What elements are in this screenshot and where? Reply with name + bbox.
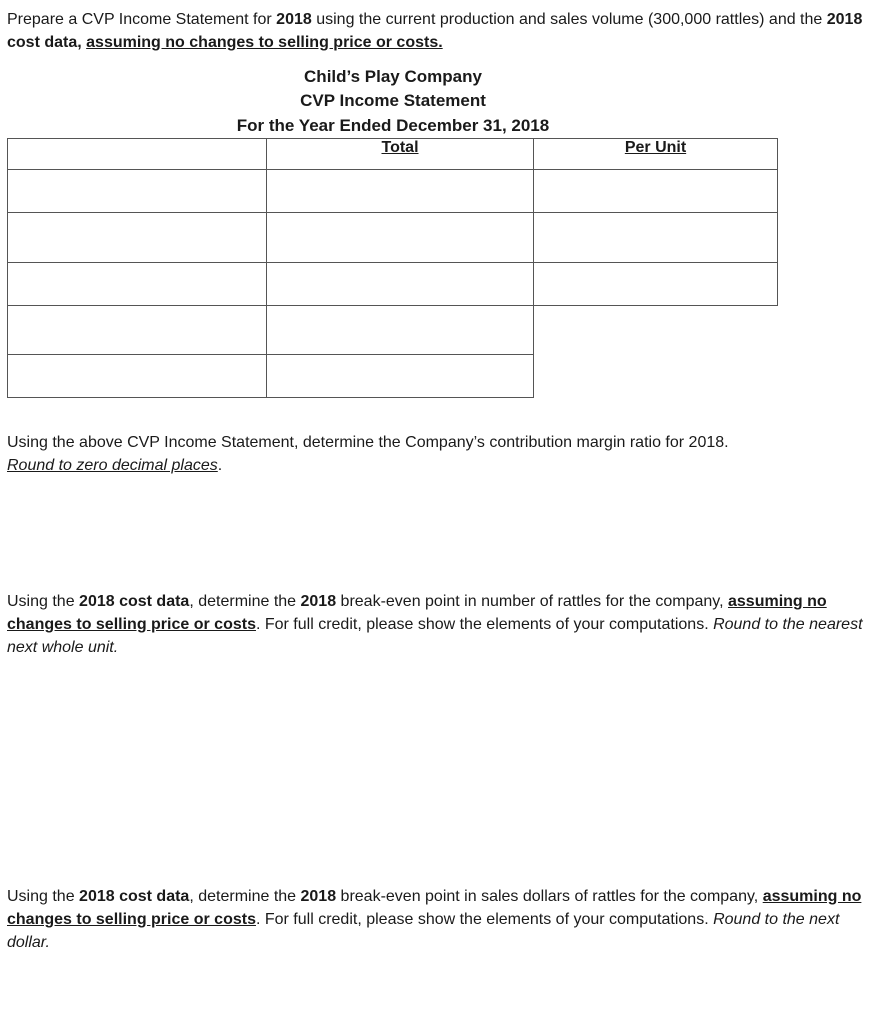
q4-text-1: Using the <box>7 888 80 905</box>
q4-year: 2018 <box>300 888 337 905</box>
q2-period: . <box>217 457 223 474</box>
q3-year: 2018 <box>300 593 337 610</box>
cvp-income-statement-table <box>7 138 778 398</box>
intro-instruction <box>7 8 867 54</box>
table-cell-total[interactable] <box>267 355 534 398</box>
table-cell-per-unit[interactable] <box>534 170 778 213</box>
table-cell-label[interactable] <box>8 355 267 398</box>
table-cell-label[interactable] <box>8 170 267 213</box>
table-row <box>8 355 778 398</box>
table-header-row <box>8 139 778 170</box>
intro-text-2: using the current production and sales volume (300,000 rattles) and the <box>311 11 827 28</box>
q3-rounding: Round to the nearest next whole unit. <box>7 616 863 656</box>
intro-year: 2018 <box>276 11 312 28</box>
q2-rounding: Round to zero decimal places <box>7 457 218 474</box>
question-break-even-units <box>7 590 867 659</box>
q3-text-2: , determine the <box>189 593 301 610</box>
statement-title: CVP Income Statement <box>300 91 486 110</box>
q4-assumption: assuming no changes to selling price or costs <box>7 888 862 928</box>
q3-text-3: break-even point in number of rattles for the company, <box>336 593 728 610</box>
q4-text-3: break-even point in sales dollars of rattles for the company, <box>336 888 763 905</box>
question-contribution-margin-ratio <box>7 431 867 477</box>
intro-comma: , <box>77 34 87 51</box>
table-cell-empty <box>534 355 778 398</box>
intro-text-1: Prepare a CVP Income Statement for <box>7 11 277 28</box>
q2-text: Using the above CVP Income Statement, determine the Company’s contribution margin ratio for 2018. <box>7 434 729 451</box>
table-row <box>8 306 778 355</box>
column-header-total: Total <box>267 139 534 170</box>
statement-period: For the Year Ended December 31, 2018 <box>236 116 550 135</box>
q3-assumption: assuming no changes to selling price or costs <box>7 593 827 633</box>
q4-rounding: Round to the next dollar. <box>7 911 840 951</box>
table-cell-total[interactable] <box>267 213 534 263</box>
table-row <box>8 263 778 306</box>
table-cell-label-header[interactable] <box>8 139 267 170</box>
question-break-even-sales-dollars <box>7 885 867 954</box>
q4-cost-data: 2018 cost data <box>79 888 190 905</box>
table-cell-label[interactable] <box>8 263 267 306</box>
table-cell-total[interactable] <box>267 263 534 306</box>
table-cell-total[interactable] <box>267 170 534 213</box>
company-name: Child’s Play Company <box>304 67 482 86</box>
table-cell-label[interactable] <box>8 213 267 263</box>
table-cell-per-unit[interactable] <box>534 263 778 306</box>
q3-text-1: Using the <box>7 593 80 610</box>
table-cell-label[interactable] <box>8 306 267 355</box>
q3-cost-data: 2018 cost data <box>79 593 190 610</box>
table-cell-total[interactable] <box>267 306 534 355</box>
intro-cost-data: 2018 cost data <box>7 11 863 51</box>
q3-text-4: . For full credit, please show the elements of your computations. <box>255 616 714 633</box>
table-row <box>8 213 778 263</box>
q4-text-4: . For full credit, please show the elements of your computations. <box>255 911 714 928</box>
q4-text-2: , determine the <box>189 888 301 905</box>
table-cell-per-unit[interactable] <box>534 213 778 263</box>
table-cell-empty <box>534 306 778 355</box>
column-header-per-unit: Per Unit <box>534 139 778 170</box>
intro-assumption: assuming no changes to selling price or costs. <box>86 34 443 51</box>
table-row <box>8 170 778 213</box>
